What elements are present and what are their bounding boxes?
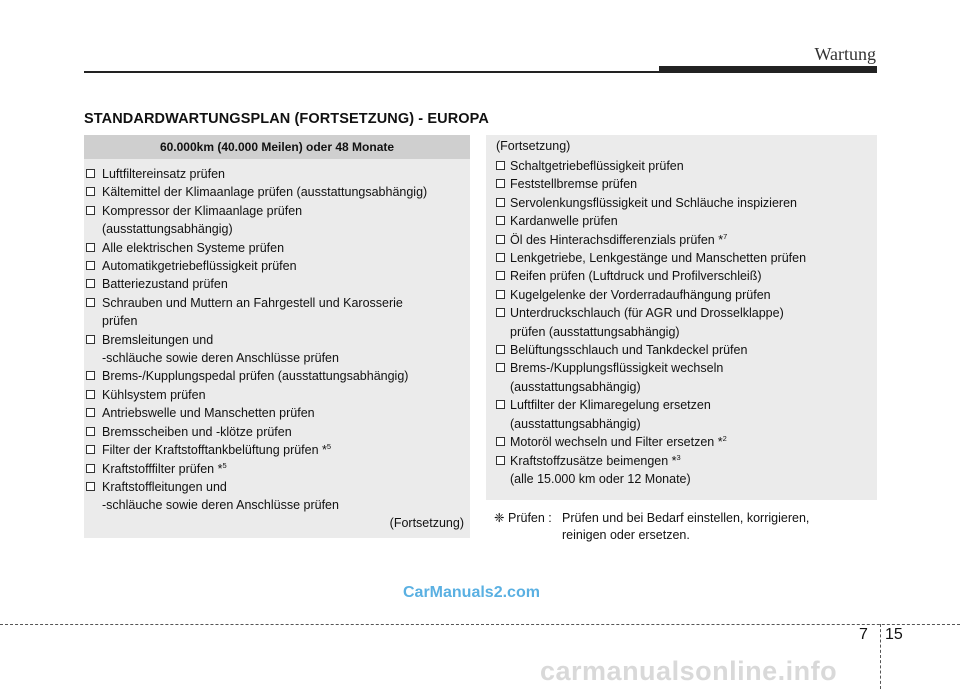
checkbox-icon — [496, 161, 505, 170]
section-title: Wartung — [814, 44, 876, 64]
list-item: Kraftstofffilter prüfen *$^5$ — [84, 460, 470, 478]
list-item: Bremsleitungen und — [84, 331, 470, 349]
left-item-list — [84, 159, 470, 515]
list-item: Brems-/Kupplungspedal prüfen (ausstattungsabhängig) — [84, 367, 470, 385]
checkbox-icon — [86, 243, 95, 252]
list-item: Kältemittel der Klimaanlage prüfen (ausstattungsabhängig) — [84, 183, 470, 201]
watermark-logo: CarManuals2.com — [403, 584, 540, 601]
list-item: Antriebswelle und Manschetten prüfen — [84, 404, 470, 422]
list-item: Unterdruckschlauch (für AGR und Drosselklappe) — [486, 304, 877, 322]
footnote-ref: 5 — [326, 441, 332, 451]
footnote-ref: 5 — [222, 460, 227, 470]
checkbox-icon — [496, 290, 505, 299]
list-item-continuation: (alle 15.000 km oder 12 Monate) — [510, 471, 691, 486]
checkbox-icon — [496, 345, 505, 354]
header-rule-thick — [659, 66, 877, 73]
checkbox-icon — [86, 279, 95, 288]
list-item-continuation: (ausstattungsabhängig) — [510, 416, 641, 431]
list-item-continuation: -schläuche sowie deren Anschlüsse prüfen — [102, 498, 339, 513]
checkbox-icon — [496, 253, 505, 262]
footer-vertical-divider — [880, 624, 881, 689]
list-item: Schrauben und Muttern an Fahrgestell und Karosserie — [84, 294, 470, 312]
list-item: Schaltgetriebeflüssigkeit prüfen — [486, 157, 877, 175]
continued-label: (Fortsetzung) — [496, 139, 571, 153]
footer-divider — [0, 624, 960, 625]
checkbox-icon — [86, 335, 95, 344]
list-item: Kardanwelle prüfen — [486, 212, 877, 230]
left-box-title: 60.000km (40.000 Meilen) oder 48 Monate — [84, 135, 470, 159]
list-item: Batteriezustand prüfen — [84, 275, 470, 293]
footnote-ref: 3 — [676, 452, 681, 462]
right-schedule-box — [486, 135, 877, 500]
note-text-line1: Prüfen und bei Bedarf einstellen, korrigieren, — [562, 511, 810, 525]
checkbox-icon — [86, 187, 95, 196]
list-item: Automatikgetriebeflüssigkeit prüfen — [84, 257, 470, 275]
note-label: Prüfen : — [508, 511, 552, 525]
checkbox-icon — [86, 445, 95, 454]
checkbox-icon — [496, 363, 505, 372]
list-item-continuation: prüfen — [102, 314, 138, 329]
checkbox-icon — [496, 456, 505, 465]
checkbox-icon — [496, 308, 505, 317]
checkbox-icon — [86, 261, 95, 270]
list-item-continuation: prüfen (ausstattungsabhängig) — [510, 324, 680, 339]
list-item: Belüftungsschlauch und Tankdeckel prüfen — [486, 341, 877, 359]
right-item-list — [486, 157, 877, 488]
checkbox-icon — [86, 169, 95, 178]
footer-site-watermark: carmanualsonline.info — [540, 656, 838, 686]
list-item: Kraftstoffleitungen und — [84, 478, 470, 496]
note-symbol-icon: ❈ — [494, 511, 505, 525]
list-item: Motoröl wechseln und Filter ersetzen *$^2$ — [486, 433, 877, 451]
checkbox-icon — [86, 427, 95, 436]
checkbox-icon — [86, 408, 95, 417]
list-item: Bremsscheiben und -klötze prüfen — [84, 423, 470, 441]
checkbox-icon — [496, 235, 505, 244]
list-item: Alle elektrischen Systeme prüfen — [84, 239, 470, 257]
page-number: 15 — [885, 626, 903, 643]
checkbox-icon — [86, 464, 95, 473]
list-item: Reifen prüfen (Luftdruck und Profilverschleiß) — [486, 267, 877, 285]
list-item: Feststellbremse prüfen — [486, 175, 877, 193]
checkbox-icon — [86, 206, 95, 215]
list-item: Filter der Kraftstofftankbelüftung prüfen *$^5$ — [84, 441, 470, 459]
checkbox-icon — [496, 400, 505, 409]
list-item: Kraftstoffzusätze beimengen *$^3$ — [486, 452, 877, 470]
checkbox-icon — [496, 179, 505, 188]
checkbox-icon — [86, 371, 95, 380]
left-schedule-box — [84, 135, 470, 538]
list-item: Kompressor der Klimaanlage prüfen — [84, 202, 470, 220]
continued-label: (Fortsetzung) — [389, 515, 464, 530]
list-item-continuation: -schläuche sowie deren Anschlüsse prüfen — [102, 351, 339, 366]
page-heading: STANDARDWARTUNGSPLAN (FORTSETZUNG) - EUROPA — [84, 111, 489, 127]
list-item: Öl des Hinterachsdifferenzials prüfen *$^7$ — [486, 231, 877, 249]
list-item-continuation: (ausstattungsabhängig) — [102, 222, 233, 237]
checkbox-icon — [86, 298, 95, 307]
footnote-ref: 7 — [723, 231, 728, 241]
note-text-line2: reinigen oder ersetzen. — [562, 528, 690, 542]
list-item: Lenkgetriebe, Lenkgestänge und Manschetten prüfen — [486, 249, 877, 267]
checkbox-icon — [86, 390, 95, 399]
list-item: Kühlsystem prüfen — [84, 386, 470, 404]
chapter-number: 7 — [859, 626, 868, 643]
list-item-continuation: (ausstattungsabhängig) — [510, 379, 641, 394]
list-item: Kugelgelenke der Vorderradaufhängung prüfen — [486, 286, 877, 304]
list-item: Brems-/Kupplungsflüssigkeit wechseln — [486, 359, 877, 377]
footnote-ref: 2 — [722, 433, 727, 443]
checkbox-icon — [496, 271, 505, 280]
checkbox-icon — [496, 216, 505, 225]
list-item: Luftfilter der Klimaregelung ersetzen — [486, 396, 877, 414]
list-item: Servolenkungsflüssigkeit und Schläuche inspizieren — [486, 194, 877, 212]
header-rule-thin — [84, 71, 664, 73]
checkbox-icon — [86, 482, 95, 491]
checkbox-icon — [496, 198, 505, 207]
checkbox-icon — [496, 437, 505, 446]
list-item: Luftfiltereinsatz prüfen — [84, 165, 470, 183]
